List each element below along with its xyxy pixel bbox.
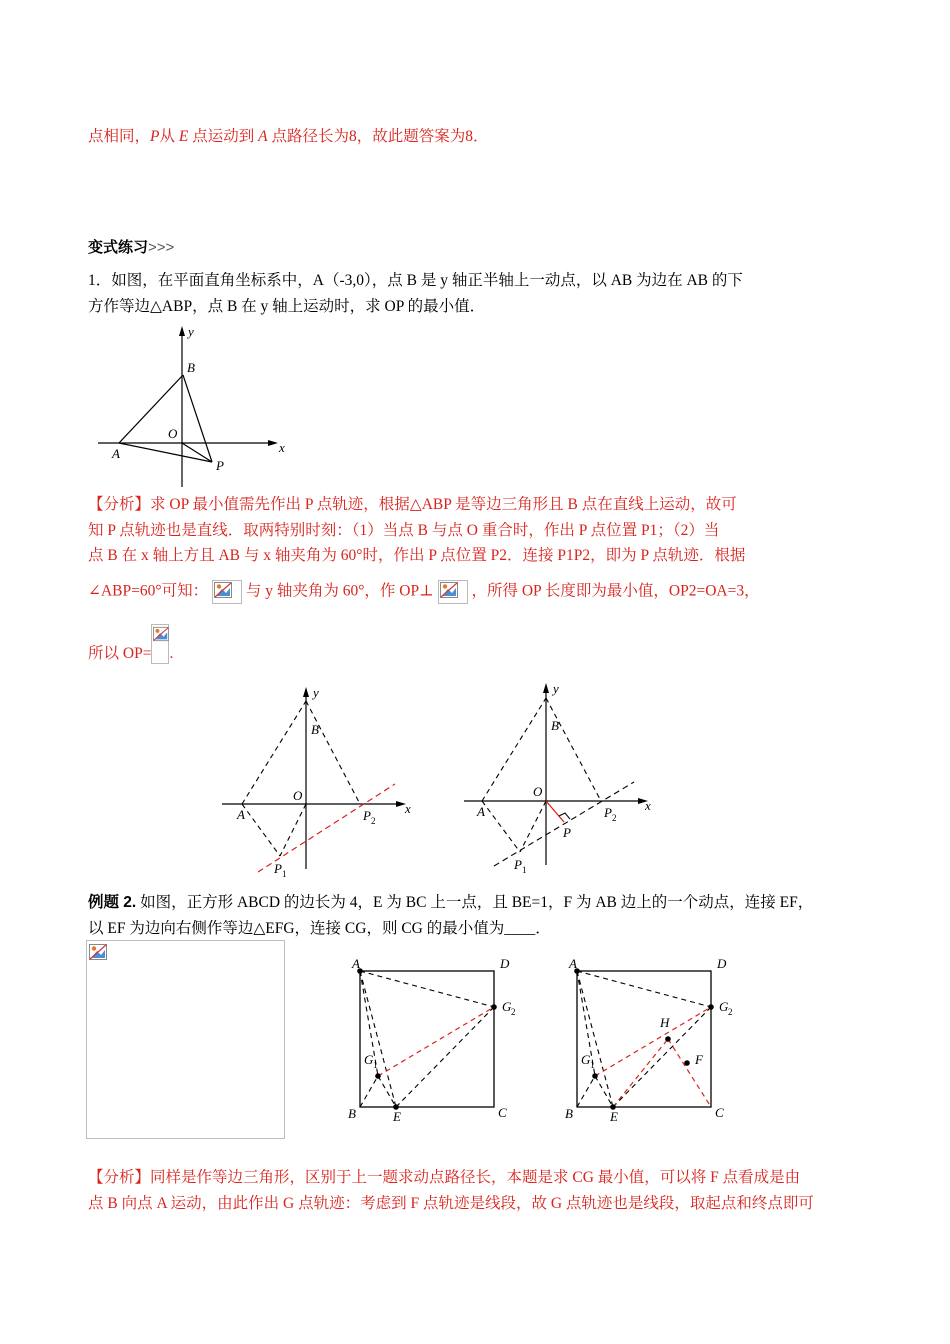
svg-text:F: F xyxy=(695,1052,703,1067)
figure-analysis1-left xyxy=(220,684,420,879)
analysis2-line2: 点 B 向点 A 运动，由此作出 G 点轨迹：考虑到 F 点轨迹是线段，故 G 点轨迹也是线段，取起点和终点即可 xyxy=(88,1195,814,1212)
problem1-line2: 方作等边△ABP，点 B 在 y 轴上运动时，求 OP 的最小值． xyxy=(88,298,486,315)
svg-text:2: 2 xyxy=(728,1007,733,1017)
dash-AG2 xyxy=(360,971,494,1007)
figure-example2-left xyxy=(340,955,530,1130)
dash-BG1 xyxy=(360,1076,378,1107)
svg-text:1: 1 xyxy=(522,865,527,875)
dash-BP2 xyxy=(306,701,360,804)
svg-text:B: B xyxy=(565,1106,573,1121)
svg-text:2: 2 xyxy=(511,1007,516,1017)
locus-line xyxy=(258,784,395,872)
figure-example2-right xyxy=(557,955,747,1130)
dash-BP2 xyxy=(546,698,601,801)
svg-text:D: D xyxy=(500,956,510,971)
label-B: B xyxy=(187,360,195,375)
x-axis-arrow xyxy=(268,440,278,446)
svg-text:P: P xyxy=(514,857,522,872)
label-y: y xyxy=(188,324,194,339)
y-axis-arrow xyxy=(179,326,185,336)
svg-text:1: 1 xyxy=(373,1060,378,1070)
dash-AG2 xyxy=(577,971,711,1007)
svg-text:E: E xyxy=(610,1109,618,1124)
svg-text:B: B xyxy=(348,1106,356,1121)
label-P: P xyxy=(216,458,224,473)
broken-image-icon xyxy=(89,943,107,961)
image-placeholder xyxy=(86,940,285,1139)
dash-G1E xyxy=(595,1076,613,1107)
svg-text:G: G xyxy=(364,1052,374,1067)
svg-text:G: G xyxy=(502,999,512,1014)
svg-text:y: y xyxy=(553,681,559,696)
svg-text:y: y xyxy=(313,685,319,700)
top-note: 点相同，P从 E 点运动到 A 点路径长为8，故此题答案为8． xyxy=(88,128,489,145)
y-axis-arrow xyxy=(543,683,549,693)
svg-text:G: G xyxy=(719,999,729,1014)
example2-line1: 例题 2. 如图，正方形 ABCD 的边长为 4，E 为 BC 上一点，且 BE=1，F 为 AB 边上的一个动点，连接 EF， xyxy=(88,894,814,911)
dash-AP1 xyxy=(482,801,520,852)
svg-text:P: P xyxy=(563,825,571,840)
problem1-line1: 1．如图，在平面直角坐标系中，A（-3,0），点 B 是 y 轴正半轴上一动点，以 AB 为边在 AB 的下 xyxy=(88,272,743,289)
svg-text:x: x xyxy=(645,798,651,813)
analysis1-line4: ∠ABP=60°可知： 与 y 轴夹角为 60°，作 OP⊥ ，所得 OP 长度即为最小值，OP2=OA=3， xyxy=(88,580,760,604)
label-x: x xyxy=(279,440,285,455)
dash-G1E xyxy=(378,1076,396,1107)
analysis2-line1: 【分析】同样是作等边三角形，区别于上一题求动点路径长，本题是求 CG 最小值，可以将 F 点看成是由 xyxy=(88,1169,801,1186)
svg-text:A: A xyxy=(477,804,485,819)
svg-text:2: 2 xyxy=(612,813,617,823)
dash-AP1 xyxy=(242,804,280,856)
svg-text:E: E xyxy=(393,1109,401,1124)
perp-OP xyxy=(546,801,564,822)
example2-line2: 以 EF 为边向右侧作等边△EFG，连接 CG，则 CG 的最小值为____． xyxy=(88,920,551,937)
locus-line xyxy=(494,782,634,866)
svg-text:B: B xyxy=(551,718,559,733)
svg-text:B: B xyxy=(311,722,319,737)
locus-parallel xyxy=(613,1039,668,1107)
svg-text:H: H xyxy=(660,1015,670,1030)
svg-text:G: G xyxy=(581,1052,591,1067)
svg-text:A: A xyxy=(237,807,245,822)
analysis1-line1: 【分析】求 OP 最小值需先作出 P 点轨迹，根据△ABP 是等边三角形且 B 点在直线上运动，故可 xyxy=(88,496,737,513)
section-heading: 变式练习>>> xyxy=(88,239,175,256)
svg-text:1: 1 xyxy=(282,869,287,879)
dash-AE xyxy=(360,971,396,1107)
dash-HC xyxy=(668,1039,711,1107)
square-ABCD xyxy=(577,971,711,1107)
broken-image-icon xyxy=(212,580,242,604)
chevron-arrows-icon: >>> xyxy=(148,239,175,256)
dash-AE xyxy=(577,971,613,1107)
dash-BG1 xyxy=(577,1076,595,1107)
svg-text:C: C xyxy=(498,1105,507,1120)
broken-image-icon xyxy=(151,624,169,664)
y-axis-arrow xyxy=(303,687,309,697)
svg-text:P: P xyxy=(274,861,282,876)
svg-text:P: P xyxy=(604,805,612,820)
analysis1-line5: 所以 OP= . xyxy=(88,624,173,664)
label-A: A xyxy=(112,446,120,461)
dash-OP1 xyxy=(520,801,546,852)
label-O: O xyxy=(168,426,178,441)
svg-text:O: O xyxy=(533,784,543,799)
square-ABCD xyxy=(360,971,494,1107)
broken-image-icon xyxy=(438,580,468,604)
analysis1-line2: 知 P 点轨迹也是直线．取两特别时刻：（1）当点 B 与点 O 重合时，作出 P 点位置 P1；（2）当 xyxy=(88,522,720,539)
dash-OP1 xyxy=(280,804,306,856)
figure-analysis1-right xyxy=(462,680,662,875)
figure-problem1 xyxy=(95,322,295,482)
svg-text:2: 2 xyxy=(371,816,376,826)
segment-BP xyxy=(183,375,212,462)
svg-text:A: A xyxy=(569,956,577,971)
analysis1-line3: 点 B 在 x 轴上方且 AB 与 x 轴夹角为 60°时，作出 P 点位置 P2．连接 P1P2，即为 P 点轨迹．根据 xyxy=(88,547,746,564)
svg-text:P: P xyxy=(363,808,371,823)
svg-text:x: x xyxy=(405,801,411,816)
svg-text:C: C xyxy=(715,1105,724,1120)
svg-text:O: O xyxy=(293,788,303,803)
svg-text:D: D xyxy=(717,956,727,971)
svg-text:A: A xyxy=(352,956,360,971)
svg-text:1: 1 xyxy=(590,1060,595,1070)
